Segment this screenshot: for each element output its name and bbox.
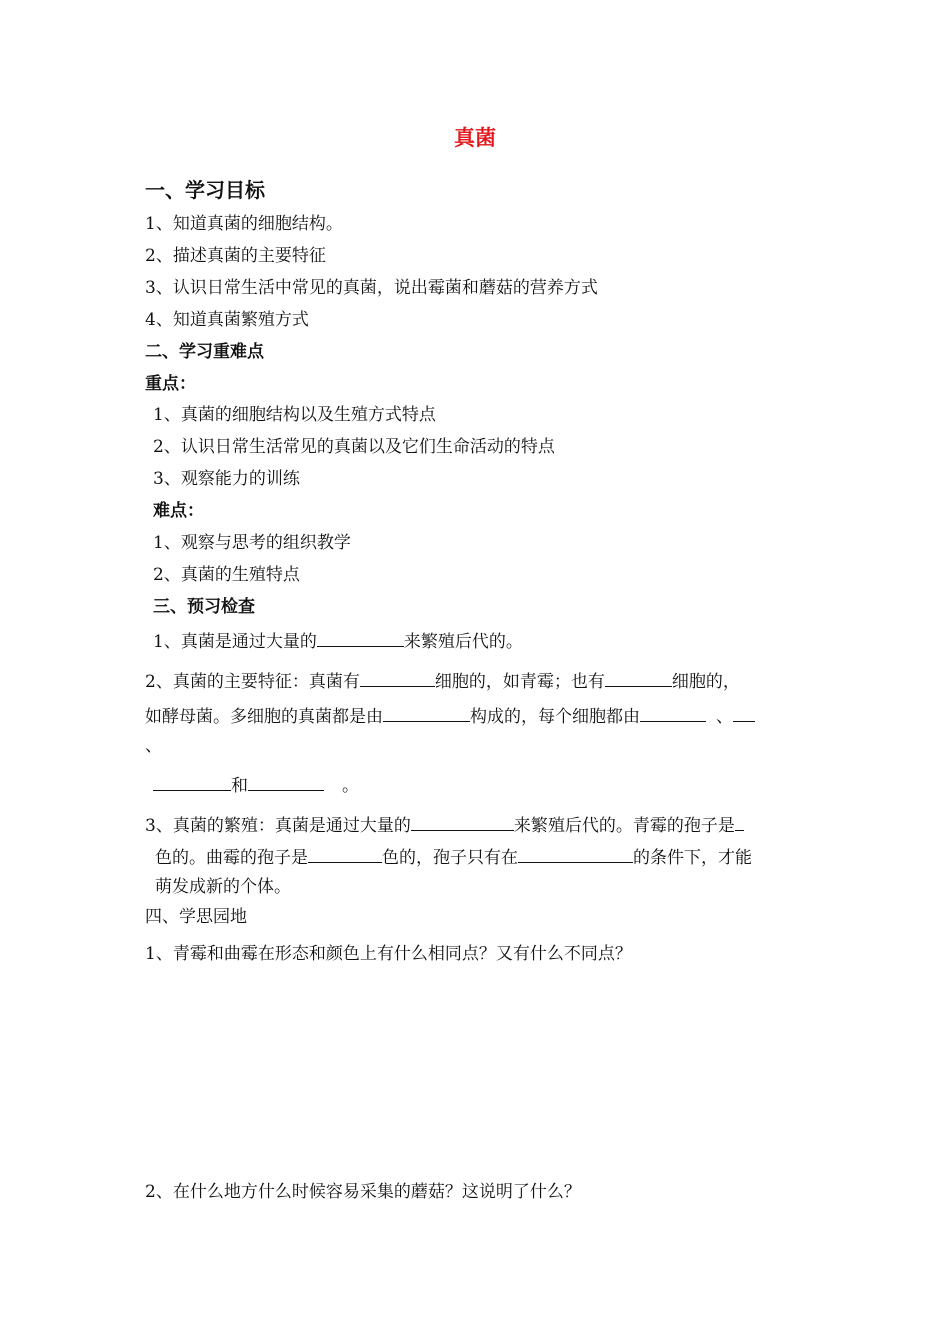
objective-item: 1、知道真菌的细胞结构。: [145, 214, 343, 234]
question-text: 细胞的，: [671, 672, 740, 692]
section3-heading: 三、预习检查: [153, 597, 255, 617]
reflection-question: 1、青霉和曲霉在形态和颜色上有什么相同点？又有什么不同点？: [145, 944, 632, 964]
difficult-point-item: 2、真菌的生殖特点: [153, 565, 300, 585]
answer-blank[interactable]: [383, 703, 470, 722]
answer-blank[interactable]: [735, 812, 744, 831]
answer-blank[interactable]: [248, 772, 324, 791]
objective-item: 4、知道真菌繁殖方式: [145, 310, 309, 330]
question-text: 细胞的，如青霉；也有: [434, 672, 605, 692]
question-text: 的条件下，才能: [633, 848, 752, 868]
key-point-item: 1、真菌的细胞结构以及生殖方式特点: [153, 405, 436, 425]
objective-item: 2、描述真菌的主要特征: [145, 246, 326, 266]
question-text: 构成的，每个细胞都由: [470, 707, 640, 727]
question-text: 。: [342, 776, 359, 796]
question-text: 来繁殖后代的。青霉的孢子是: [513, 816, 735, 836]
answer-blank[interactable]: [518, 844, 633, 863]
section1-heading: 一、学习目标: [145, 178, 265, 202]
answer-blank[interactable]: [733, 703, 755, 722]
difficult-point-item: 1、观察与思考的组织教学: [153, 533, 351, 553]
question-text: 和: [231, 776, 248, 796]
answer-blank[interactable]: [640, 703, 706, 722]
difficult-points-heading: 难点：: [153, 501, 204, 521]
question-text: 色的。曲霉的孢子是: [155, 848, 308, 868]
reflection-question: 2、在什么地方什么时候容易采集的蘑菇？这说明了什么？: [145, 1182, 581, 1202]
key-points-heading: 重点：: [145, 374, 196, 394]
section4-heading: 四、学思园地: [145, 907, 247, 927]
key-point-item: 3、观察能力的训练: [153, 469, 300, 489]
question-text: 如酵母菌。多细胞的真菌都是由: [145, 707, 383, 727]
question-text: 色的，孢子只有在: [382, 848, 518, 868]
answer-blank[interactable]: [308, 844, 382, 863]
document-title: 真菌: [454, 125, 496, 150]
preview-question-3-line-1: [145, 812, 744, 837]
preview-question-2-line-4: [153, 772, 359, 797]
preview-question-3-line-3: 萌发成新的个体。: [155, 877, 291, 897]
answer-blank[interactable]: [360, 668, 435, 687]
answer-blank[interactable]: [317, 628, 404, 647]
objective-item: 3、认识日常生活中常见的真菌，说出霉菌和蘑菇的营养方式: [145, 278, 598, 298]
key-point-item: 2、认识日常生活常见的真菌以及它们生命活动的特点: [153, 437, 555, 457]
preview-question-2-line-1: [145, 668, 740, 693]
question-text: 1、真菌是通过大量的: [153, 632, 317, 652]
preview-question-1: [153, 628, 523, 653]
answer-blank[interactable]: [153, 772, 231, 791]
answer-blank[interactable]: [605, 668, 672, 687]
question-text: 2、真菌的主要特征：真菌有: [145, 672, 360, 692]
question-text: 来繁殖后代的。: [403, 632, 523, 652]
section2-heading: 二、学习重难点: [145, 342, 264, 362]
answer-blank[interactable]: [411, 812, 514, 831]
preview-question-3-line-2: [155, 844, 752, 869]
question-text: 、: [716, 707, 733, 727]
preview-question-2-line-3: 、: [145, 736, 162, 756]
preview-question-2-line-2: [145, 703, 755, 728]
question-text: 3、真菌的繁殖：真菌是通过大量的: [145, 816, 411, 836]
